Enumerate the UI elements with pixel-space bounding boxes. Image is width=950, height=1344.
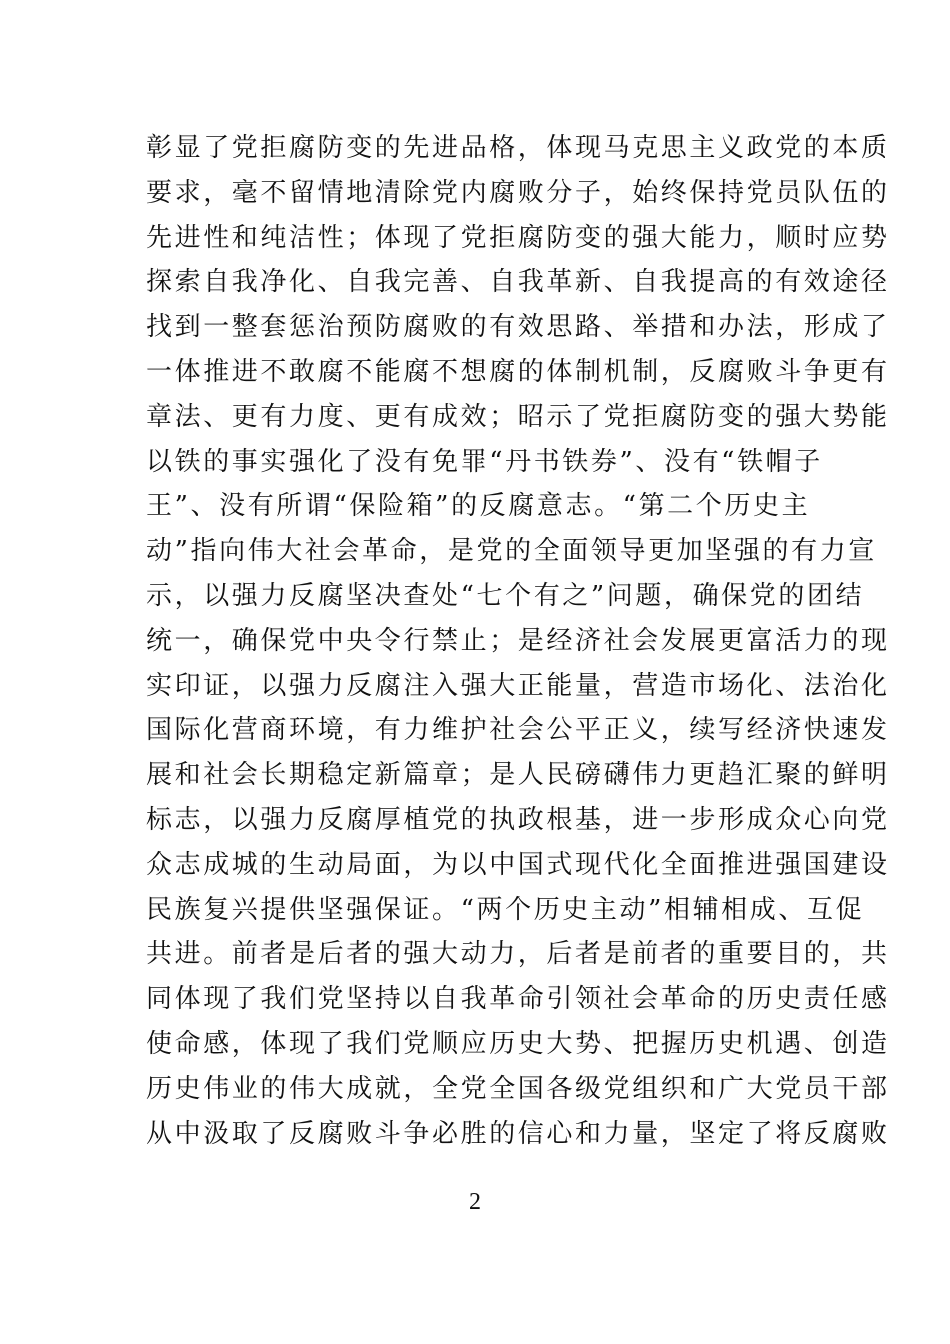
text-line: 统一，确保党中央令行禁止；是经济社会发展更富活力的现 xyxy=(146,625,890,656)
text-line: 标志，以强力反腐厚植党的执政根基，进一步形成众心向党 xyxy=(146,804,890,835)
text-line: 国际化营商环境，有力维护社会公平正义，续写经济快速发 xyxy=(146,715,890,746)
text-line: 共进。前者是后者的强大动力，后者是前者的重要目的，共 xyxy=(146,939,890,970)
text-line: 章法、更有力度、更有成效；昭示了党拒腐防变的强大势能 xyxy=(146,401,890,432)
text-line: 历史伟业的伟大成就，全党全国各级党组织和广大党员干部 xyxy=(146,1073,890,1104)
text-line: 一体推进不敢腐不能腐不想腐的体制机制，反腐败斗争更有 xyxy=(146,356,890,387)
text-line: 从中汲取了反腐败斗争必胜的信心和力量，坚定了将反腐败 xyxy=(146,1118,890,1149)
text-line: 王”、没有所谓“保险箱”的反腐意志。“第二个历史主 xyxy=(146,491,811,522)
text-line: 找到一整套惩治预防腐败的有效思路、举措和办法，形成了 xyxy=(146,312,890,343)
body-text xyxy=(146,126,890,1156)
text-line: 动”指向伟大社会革命，是党的全面领导更加坚强的有力宣 xyxy=(146,536,877,567)
page-number: 2 xyxy=(469,1189,481,1215)
text-line: 民族复兴提供坚强保证。“两个历史主动”相辅相成、互促 xyxy=(146,894,865,925)
text-line: 探索自我净化、自我完善、自我革新、自我提高的有效途径 xyxy=(146,267,890,298)
text-line: 使命感，体现了我们党顺应历史大势、把握历史机遇、创造 xyxy=(146,1028,890,1059)
text-line: 实印证，以强力反腐注入强大正能量，营造市场化、法治化 xyxy=(146,670,890,701)
text-line: 以铁的事实强化了没有免罪“丹书铁券”、没有“铁帽子 xyxy=(146,446,823,477)
text-line: 要求，毫不留情地清除党内腐败分子，始终保持党员队伍的 xyxy=(146,177,890,208)
text-line: 同体现了我们党坚持以自我革命引领社会革命的历史责任感 xyxy=(146,984,890,1015)
text-line: 众志成城的生动局面，为以中国式现代化全面推进强国建设 xyxy=(146,849,890,880)
text-line: 示，以强力反腐坚决查处“七个有之”问题，确保党的团结 xyxy=(146,580,865,611)
text-line: 先进性和纯洁性；体现了党拒腐防变的强大能力，顺时应势 xyxy=(146,222,890,253)
text-line: 展和社会长期稳定新篇章；是人民磅礴伟力更趋汇聚的鲜明 xyxy=(146,760,890,791)
text-line: 彰显了党拒腐防变的先进品格，体现马克思主义政党的本质 xyxy=(146,133,890,163)
